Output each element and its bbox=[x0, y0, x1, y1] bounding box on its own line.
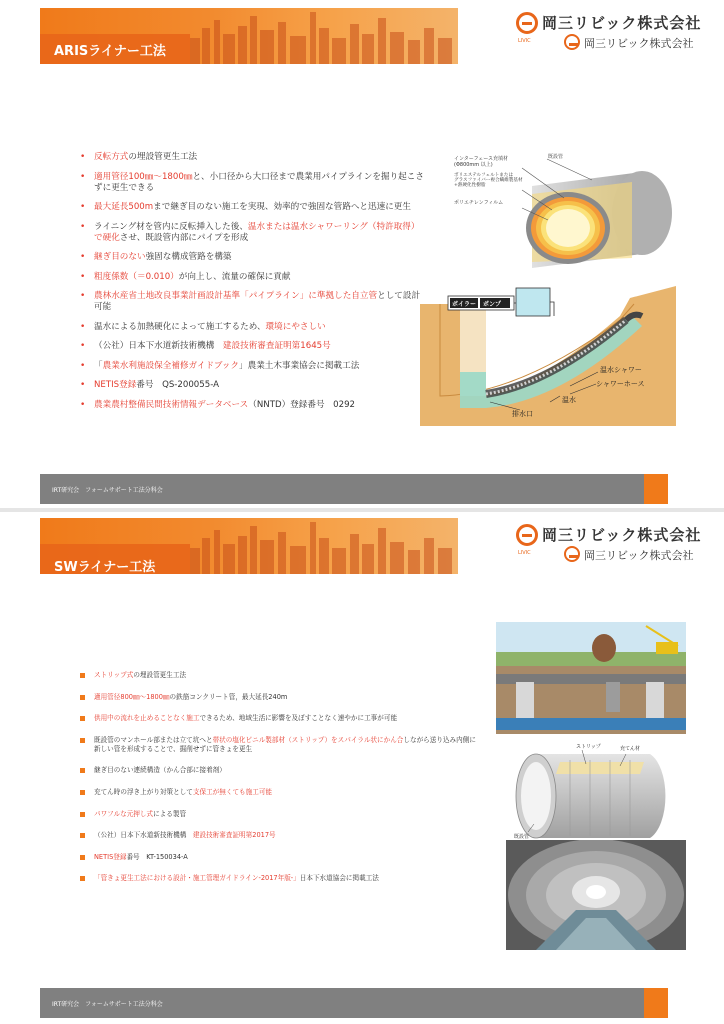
bullet-marker: • bbox=[80, 291, 86, 301]
footer-bar bbox=[40, 988, 668, 1018]
highlight-text: ストリップ式 bbox=[94, 671, 134, 679]
body-text: の鉄筋コンクリート管，最大延長240m bbox=[169, 692, 288, 701]
highlight-text: 支保工が無くても施工可能 bbox=[192, 787, 273, 796]
bullet-marker bbox=[80, 768, 85, 773]
footer-bar bbox=[40, 474, 668, 504]
body-text: として設計可能 bbox=[94, 291, 421, 312]
body-text: 既設管のマンホール部または立て坑へと bbox=[94, 735, 213, 744]
footer-text: IRT研究会 フォームサポート工法分科会 bbox=[52, 1001, 163, 1008]
bullet-item bbox=[76, 152, 424, 163]
bullet-item bbox=[80, 810, 482, 819]
svg-text:+熱硬化性樹脂: +熱硬化性樹脂 bbox=[454, 183, 486, 188]
bullet-item bbox=[76, 291, 424, 313]
highlight-text: NETIS登録 bbox=[94, 852, 127, 861]
bullet-item bbox=[80, 671, 482, 680]
label-hot-water: 温水 bbox=[562, 396, 576, 404]
bullet-item bbox=[76, 222, 424, 244]
highlight-text: 建設技術審査証明第2017号 bbox=[192, 831, 276, 840]
bullet-item bbox=[80, 736, 482, 754]
highlight-text: 適用管径800㎜～1800㎜ bbox=[94, 692, 170, 701]
slide-sw bbox=[0, 512, 724, 1024]
livic-logo-icon bbox=[516, 524, 538, 546]
bullet-item bbox=[80, 766, 482, 775]
highlight-text: 適用管径100㎜～1800㎜ bbox=[94, 171, 193, 182]
label-existing-pipe: 既設管 bbox=[514, 834, 530, 840]
label-film: ポリエチレンフィルム bbox=[454, 200, 504, 206]
bullet-marker bbox=[80, 673, 85, 678]
body-text: 番号 QS-200055-A bbox=[136, 380, 219, 390]
body-text: の埋設管更生工法 bbox=[133, 671, 187, 679]
slide-aris bbox=[0, 0, 724, 508]
body-text: 日本下水道協会に掲載工法 bbox=[299, 874, 379, 883]
highlight-text: 反転方式 bbox=[94, 152, 129, 162]
label-interface: インターフェース充填材 bbox=[454, 156, 509, 162]
bullet-item bbox=[76, 272, 424, 283]
bullet-item bbox=[76, 380, 424, 391]
body-text: 」農業土木事業協会に掲載工法 bbox=[239, 360, 360, 371]
bullet-item bbox=[76, 252, 424, 263]
highlight-text: 帯状の塩化ビニル製部材（ストリップ）をスパイラル状にかん合 bbox=[212, 735, 404, 744]
slide-title: SWライナー工法 bbox=[54, 560, 156, 574]
label-hose: シャワーホース bbox=[596, 380, 645, 388]
title-banner bbox=[40, 518, 458, 574]
svg-text:(Φ800mm 以上): (Φ800mm 以上) bbox=[454, 162, 493, 168]
bullet-item bbox=[76, 202, 424, 213]
label-existing-pipe: 既設管 bbox=[548, 154, 564, 160]
bullet-marker: • bbox=[80, 380, 86, 390]
bullet-marker: • bbox=[80, 341, 86, 351]
highlight-text: パワフルな元押し式 bbox=[94, 809, 154, 818]
bullet-marker: • bbox=[80, 221, 86, 232]
company-logo bbox=[516, 8, 716, 56]
body-text: 継ぎ目のない連続構造（かん合部に接着剤） bbox=[94, 766, 226, 775]
body-text: 「 bbox=[94, 360, 103, 371]
body-text: の埋設管更生工法 bbox=[128, 152, 198, 162]
bullet-marker: • bbox=[80, 360, 86, 371]
highlight-text: 温水または温水シャワーリング（特許取得）で硬化 bbox=[94, 221, 420, 243]
feature-list bbox=[80, 671, 482, 896]
bullet-item bbox=[76, 341, 424, 352]
livic-logo-icon-small bbox=[564, 34, 580, 50]
body-text: （公社）日本下水道新技術機構 bbox=[94, 831, 193, 840]
bullet-marker: • bbox=[80, 202, 86, 212]
company-sub: LIVIC bbox=[518, 38, 531, 44]
footer-accent bbox=[644, 988, 668, 1018]
footer-accent bbox=[644, 474, 668, 504]
body-text: しながら送り込み内側に新しい管を形成することで、掘削せずに管きょを更生 bbox=[94, 735, 476, 753]
bullet-marker: • bbox=[80, 399, 86, 410]
body-text: （公社）日本下水道新技術機構 bbox=[94, 341, 223, 351]
strip-pipe-diagram bbox=[510, 740, 680, 840]
bullet-marker bbox=[80, 876, 85, 881]
body-text: と、小口径から大口径まで農業用パイプラインを掘り起こさずに更生できる bbox=[94, 171, 424, 193]
feature-list bbox=[76, 152, 424, 419]
bullet-item bbox=[80, 788, 482, 797]
bullet-marker bbox=[80, 716, 85, 721]
company-name-secondary: 岡三リビック株式会社 bbox=[584, 549, 694, 562]
bullet-marker: • bbox=[80, 252, 86, 262]
body-text: させ、既設管内部にパイプを形成 bbox=[119, 232, 249, 243]
highlight-text: 農業水利施設保全補修ガイドブック bbox=[102, 360, 239, 371]
bullet-marker: • bbox=[80, 152, 86, 162]
bullet-marker bbox=[80, 790, 85, 795]
bullet-marker bbox=[80, 812, 85, 817]
inside-pipe-photo bbox=[506, 840, 686, 950]
bullet-item bbox=[76, 172, 424, 194]
footer-text: IRT研究会 フォームサポート工法分科会 bbox=[52, 487, 163, 494]
svg-text:グラスファイバー複合繊維製基材: グラスファイバー複合繊維製基材 bbox=[454, 178, 523, 183]
bullet-marker bbox=[80, 855, 85, 860]
highlight-text: 供用中の流れを止めることなく施工 bbox=[94, 714, 200, 723]
company-name: 岡三リビック株式会社 bbox=[542, 14, 702, 32]
highlight-text: 農業農村整備民間技術情報データベース bbox=[94, 399, 249, 410]
bullet-marker: • bbox=[80, 171, 86, 182]
construction-site-photo bbox=[496, 622, 686, 734]
label-outlet: 排水口 bbox=[512, 410, 533, 418]
bullet-item bbox=[76, 400, 424, 411]
highlight-text: NETIS登録 bbox=[94, 380, 137, 390]
highlight-text: 農林水産省土地改良事業計画設計基準「パイプライン」に準拠した自立管 bbox=[94, 291, 378, 301]
slide-title: ARISライナー工法 bbox=[54, 44, 166, 59]
body-text: が向上し、流量の確保に貢献 bbox=[178, 271, 291, 282]
highlight-text: 環境にやさしい bbox=[265, 321, 326, 332]
bullet-item bbox=[80, 853, 482, 862]
highlight-text: 継ぎ目のない bbox=[94, 252, 146, 262]
bullet-marker: • bbox=[80, 271, 86, 282]
highlight-text: 建設技術審査証明第1645号 bbox=[222, 341, 331, 351]
bullet-item bbox=[80, 874, 482, 883]
highlight-text: 粗度係数（＝0.010） bbox=[94, 271, 179, 282]
body-text: （NNTD）登録番号 0292 bbox=[248, 399, 356, 410]
bullet-marker bbox=[80, 695, 85, 700]
highlight-text: 最大延長500m bbox=[94, 202, 154, 212]
bullet-item bbox=[80, 693, 482, 702]
company-name: 岡三リビック株式会社 bbox=[542, 526, 702, 544]
body-text: 温水による加熱硬化によって施工するため、 bbox=[94, 321, 266, 332]
body-text: できるため、地域生活に影響を及ぼすことなく速やかに工事が可能 bbox=[199, 714, 398, 723]
label-strip: ストリップ bbox=[576, 744, 601, 750]
body-text: まで継ぎ目のない施工を実現、効率的で強固な管路へと迅速に更生 bbox=[153, 202, 411, 212]
livic-logo-icon-small bbox=[564, 546, 580, 562]
body-text: 番号 KT-150034-A bbox=[126, 852, 188, 861]
label-felt: ポリエステルフェルトまたは bbox=[454, 173, 514, 178]
label-filler: 充てん材 bbox=[620, 746, 641, 752]
livic-logo-icon bbox=[516, 12, 538, 34]
company-sub: LIVIC bbox=[518, 550, 531, 556]
installation-diagram bbox=[420, 276, 676, 426]
bullet-marker bbox=[80, 833, 85, 838]
label-boiler: ボイラー bbox=[452, 301, 477, 308]
title-banner bbox=[40, 8, 458, 64]
pipe-layer-diagram bbox=[452, 150, 682, 270]
bullet-item bbox=[80, 714, 482, 723]
bullet-marker: • bbox=[80, 321, 86, 332]
body-text: による製管 bbox=[153, 809, 187, 818]
body-text: ライニング材を管内に反転挿入した後、 bbox=[94, 221, 248, 232]
body-text: 強固な構成管路を構築 bbox=[145, 252, 232, 262]
bullet-marker bbox=[80, 738, 85, 743]
bullet-item bbox=[76, 361, 424, 372]
company-name-secondary: 岡三リビック株式会社 bbox=[584, 37, 694, 50]
highlight-text: 「管きょ更生工法における設計・施工管理ガイドライン-2017年版-」 bbox=[94, 874, 300, 883]
body-text: 充てん時の浮き上がり対策として bbox=[94, 787, 193, 796]
bullet-item bbox=[80, 831, 482, 840]
company-logo bbox=[516, 520, 716, 568]
label-shower: 温水シャワー bbox=[600, 366, 642, 374]
label-pump: ポンプ bbox=[483, 301, 502, 308]
bullet-item bbox=[76, 322, 424, 333]
